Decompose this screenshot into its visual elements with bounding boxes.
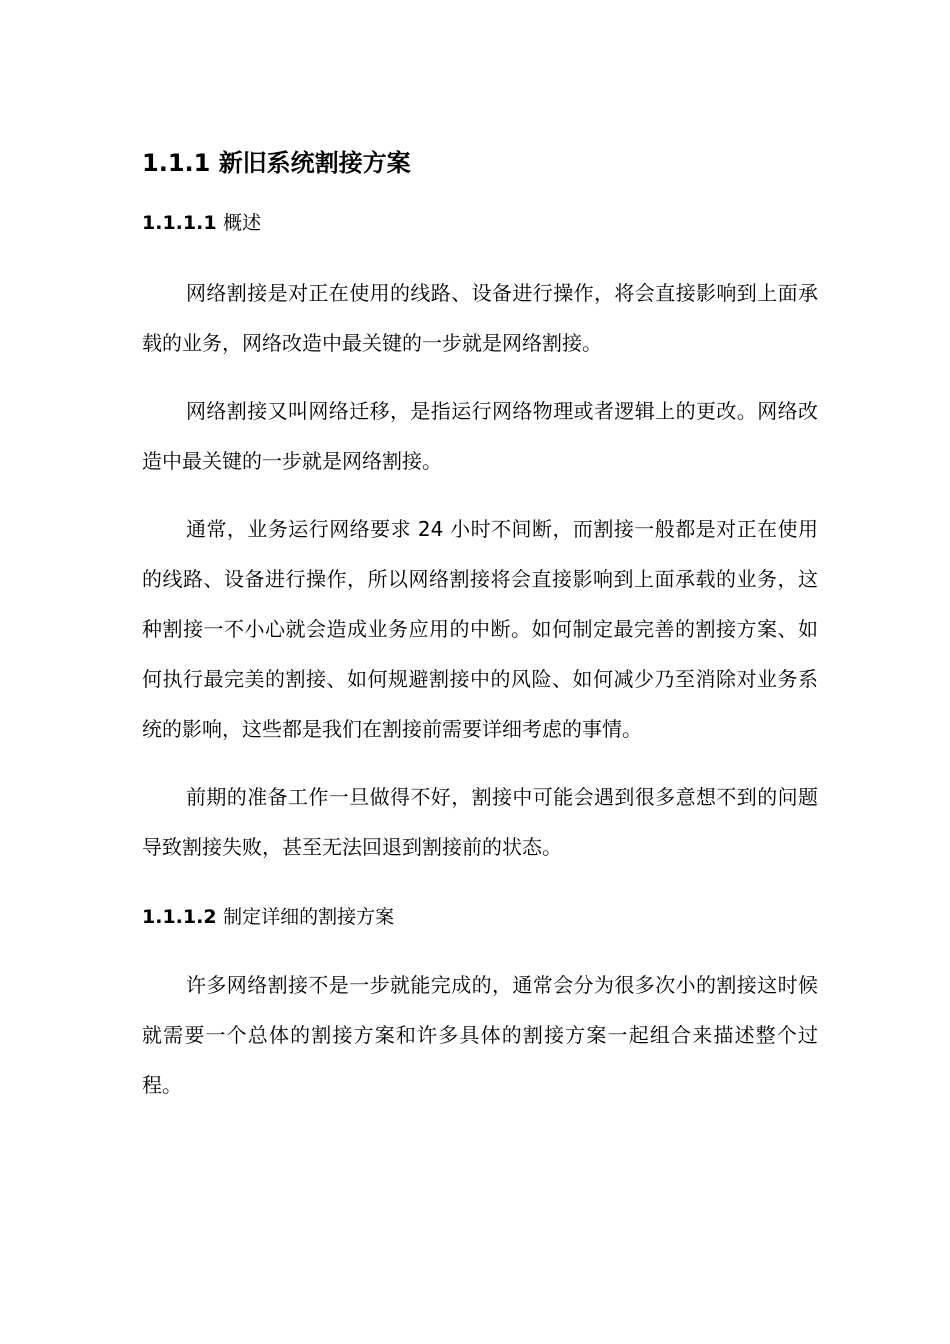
- paragraph: 网络割接是对正在使用的线路、设备进行操作，将会直接影响到上面承载的业务，网络改造中最关键的一步就是网络割接。: [142, 281, 818, 355]
- subsection-title: 概述: [223, 212, 262, 234]
- subsection-heading-overview: [142, 210, 261, 236]
- subsection-title: 制定详细的割接方案: [223, 906, 395, 928]
- paragraph: 网络割接又叫网络迁移，是指运行网络物理或者逻辑上的更改。网络改造中最关键的一步就是网络割接。: [142, 399, 818, 473]
- paragraph: 许多网络割接不是一步就能完成的，通常会分为很多次小的割接这时候就需要一个总体的割接方案和许多具体的割接方案一起组合来描述整个过程。: [142, 973, 818, 1097]
- paragraph: 前期的准备工作一旦做得不好，割接中可能会遇到很多意想不到的问题导致割接失败，甚至无法回退到割接前的状态。: [142, 785, 818, 859]
- subsection-heading-plan: [142, 904, 394, 930]
- subsection-number: 1.1.1.1: [142, 212, 217, 234]
- paragraph: 通常，业务运行网络要求 24 小时不间断，而割接一般都是对正在使用的线路、设备进行操作，所以网络割接将会直接影响到上面承载的业务，这种割接一不小心就会造成业务应用的中断。如何制定最完善的割接方案、如何执行最完美的割接、如何规避割接中的风险、如何减少乃至消除对业务系统的影响，这些都是我们在割接前需要详细考虑的事情。: [142, 517, 818, 741]
- section-heading: 1.1.1 新旧系统割接方案: [142, 149, 411, 177]
- subsection-number: 1.1.1.2: [142, 906, 217, 928]
